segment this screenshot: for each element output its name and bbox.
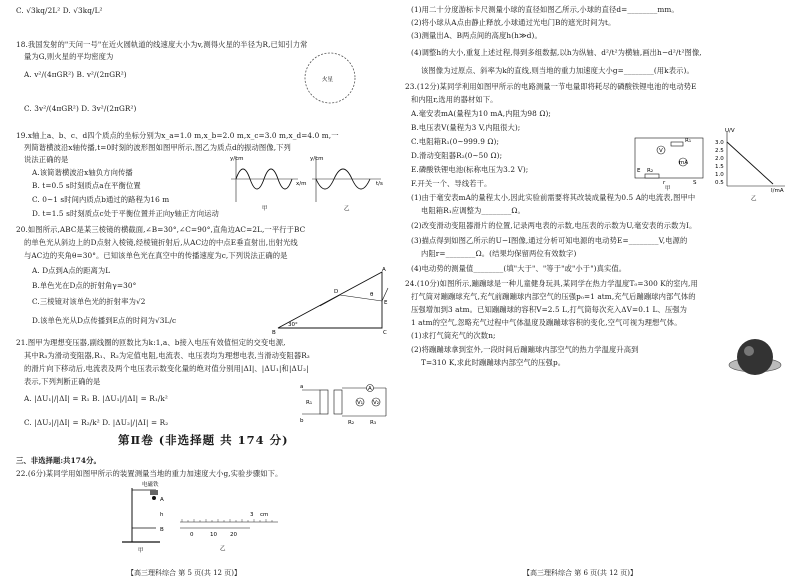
q20-option-a: A. D点到A点的距离为L bbox=[32, 266, 111, 275]
q23-item-d: D.滑动变阻器R₂(0~50 Ω); bbox=[411, 151, 503, 160]
prism-figure bbox=[270, 266, 390, 336]
right-page bbox=[397, 0, 794, 583]
prism-label-d: D bbox=[334, 289, 339, 295]
ball-figure bbox=[727, 335, 783, 385]
q23-item-c: C.电阻箱R₁(0~999.9 Ω); bbox=[411, 137, 500, 146]
q19-stem-1: 19.x轴上a、b、c、d四个质点的坐标分别为x_a=1.0 m,x_b=2.0 m,x_c=3.0 m,x_d=4.0 m,一 bbox=[16, 131, 339, 140]
q19-option-b: B. t=0.5 s时刻质点a在平衡位置 bbox=[32, 181, 141, 190]
graph-tick-0-5: 0.5 bbox=[715, 180, 724, 186]
left-footer: 【高三理科综合 第 5 页(共 12 页)】 bbox=[127, 569, 241, 577]
apparatus-label-jia: 甲 bbox=[138, 548, 144, 554]
graph-tick-1: 1.0 bbox=[715, 172, 724, 178]
q18-options-cd: C. 3v²/(4πGR²) D. 3v²/(2πGR²) bbox=[24, 104, 137, 113]
q22-step-3: (3)测量出A、B两点间的高度h(h≫d)。 bbox=[411, 31, 542, 40]
transformer-figure bbox=[300, 378, 390, 428]
graph-tick-1-5: 1.5 bbox=[715, 164, 724, 170]
q23-part-3: (3)描点得到如图乙所示的U−I图像,通过分析可知电源的电动势E=________V,电源的 bbox=[411, 236, 688, 245]
circuit-label-e: E bbox=[637, 168, 641, 174]
ui-graph bbox=[715, 126, 787, 200]
graph-axis-i: I/mA bbox=[771, 188, 784, 194]
svg-text:t/s: t/s bbox=[376, 181, 383, 187]
q23-part-1: (1)由于毫安表mA的量程太小,因此实验前需要将其改装成量程为0.5 A的电流表,图甲中 bbox=[411, 193, 696, 202]
transformer-label-v2: V₂ bbox=[373, 400, 379, 406]
graph-tick-2-5: 2.5 bbox=[715, 148, 724, 154]
q23-stem-1: 23.(12分)某同学利用如图甲所示的电路测量一节电量即将耗尽的磷酸铁锂电池的电动势E bbox=[405, 82, 697, 91]
q24-stem-2: 打气筒对蹦蹦球充气,充气前蹦蹦球内部空气的压强p₀=1 atm,充气后蹦蹦球内部气体的 bbox=[411, 292, 696, 301]
q24-stem-3: 压强增加到3 atm。已知蹦蹦球的容积V=2.5 L,打气筒每次充入ΔV=0.1 L、压强为 bbox=[411, 305, 688, 314]
graph-tick-2: 2.0 bbox=[715, 156, 724, 162]
caliper-label-10: 10 bbox=[210, 532, 217, 538]
q23-item-b: B.电压表V(量程为3 V,内阻很大); bbox=[411, 123, 521, 132]
q18-stem-2: 量为G,则火星的平均密度为 bbox=[24, 52, 114, 61]
q21-stem-2: 其中R₃为滑动变阻器,R₁、R₂为定值电阻,电流表、电压表均为理想电表,当滑动变阻器R₃ bbox=[24, 351, 310, 360]
q24-stem-1: 24.(10分)如图所示,蹦蹦球是一种儿童健身玩具,某同学在热力学温度T₀=300 K的室内,用 bbox=[405, 279, 698, 288]
apparatus-label-magnet: 电磁铁 bbox=[142, 482, 159, 488]
q24-part-2b: T=310 K,求此时蹦蹦球内部空气的压强p。 bbox=[421, 358, 566, 367]
prism-label-c: C bbox=[383, 330, 387, 336]
circuit-label-s: S bbox=[693, 180, 697, 186]
caliper-label-3: 3 bbox=[250, 512, 254, 518]
q22-step-4b: 该图像为过原点、斜率为k的直线,则当地的重力加速度大小g=________(用k表示)。 bbox=[421, 66, 694, 75]
q24-part-1: (1)求打气筒充气的次数n; bbox=[411, 331, 496, 340]
wave-yi bbox=[310, 156, 383, 212]
q23-stem-2: 和内阻r,选用的器材如下。 bbox=[411, 95, 498, 104]
wave-jia-label: 甲 bbox=[262, 206, 268, 212]
wave-figures bbox=[226, 154, 386, 212]
circuit-label-r2: R₂ bbox=[647, 168, 654, 174]
circuit-label-ma: mA bbox=[679, 160, 689, 166]
q23-item-e: E.磷酸铁锂电池(标称电压为3.2 V); bbox=[411, 165, 529, 174]
q19-option-c: C. 0~1 s时间内质点b通过的路程为16 m bbox=[32, 195, 170, 204]
caliper-label-cm: cm bbox=[260, 512, 269, 518]
prism-label-e: E bbox=[384, 300, 388, 306]
mars-figure bbox=[300, 48, 360, 108]
apparatus-label-b: B bbox=[160, 527, 164, 533]
transformer-label-r2: R₂ bbox=[348, 420, 355, 426]
prism-label-a: A bbox=[382, 267, 386, 273]
transformer-label-b: b bbox=[300, 418, 304, 424]
q23-part-2: (2)改变滑动变阻器滑片的位置,记录两电表的示数,电压表的示数为U,毫安表的示数为I。 bbox=[411, 221, 697, 230]
q21-options-ab: A. |ΔU₁|/|ΔI| = R₁ B. |ΔU₁|/|ΔI| = R₁/k² bbox=[24, 394, 168, 403]
mars-label: 火星 bbox=[322, 77, 334, 83]
circuit-label-r1: R₁ bbox=[685, 138, 692, 144]
section-title: 第Ⅱ卷 (非选择题 共 174 分) bbox=[118, 433, 289, 447]
q19-stem-3: 说法正确的是 bbox=[24, 155, 69, 164]
caliper-label-0: 0 bbox=[190, 532, 194, 538]
transformer-label-a: a bbox=[300, 384, 304, 390]
q22-stem: 22.(6分)某同学用如图甲所示的装置测量当地的重力加速度大小g,实验步骤如下。 bbox=[16, 469, 283, 478]
graph-label-yi: 乙 bbox=[751, 196, 757, 202]
q21-stem-1: 21.图甲为理想变压器,副线圈的匝数比为k:1,a、b接入电压有效值恒定的交变电源, bbox=[16, 338, 286, 347]
circuit-label-jia: 甲 bbox=[665, 186, 671, 192]
prism-label-b: B bbox=[272, 330, 276, 336]
circuit-label-r: r bbox=[663, 180, 666, 186]
caliper-label-20: 20 bbox=[230, 532, 237, 538]
prism-label-angle: 30° bbox=[288, 322, 298, 328]
apparatus-label-a: A bbox=[160, 497, 164, 503]
q24-part-2: (2)将蹦蹦球拿到室外,一段时间后蹦蹦球内部空气的热力学温度升高到 bbox=[411, 345, 639, 354]
svg-text:y/cm: y/cm bbox=[310, 156, 324, 162]
q19-option-a: A.该简谐横波沿x轴负方向传播 bbox=[32, 168, 133, 177]
transformer-label-v1: V₁ bbox=[357, 400, 363, 406]
q21-stem-3: 的滑片向下移动后,电流表及两个电压表示数变化量的绝对值分别用|ΔI|、|ΔU₁|和|ΔU₂| bbox=[24, 364, 309, 373]
q20-option-c: C.三棱镜对该单色光的折射率为√2 bbox=[32, 297, 146, 306]
q22-step-2: (2)将小球从A点由静止释放,小球通过光电门B的遮光时间为t。 bbox=[411, 18, 616, 27]
q20-stem-2: 的单色光从斜边上的D点射入棱镜,经棱镜折射后,从AC边的中点E垂直射出,出射光线 bbox=[24, 238, 298, 247]
right-footer: 【高三理科综合 第 6 页(共 12 页)】 bbox=[523, 569, 637, 577]
q20-option-b: B.单色光在D点的折射角γ=30° bbox=[32, 281, 137, 290]
svg-text:y/cm: y/cm bbox=[230, 156, 244, 162]
section-three-heading: 三、非选择题:共174分。 bbox=[16, 456, 101, 465]
graph-axis-u: U/V bbox=[725, 128, 735, 134]
q23-part-1b: 电阻箱R₁应调整为________Ω。 bbox=[421, 206, 525, 215]
prism-label-theta: θ bbox=[370, 292, 374, 298]
q22-step-1: (1)用二十分度游标卡尺测量小球的直径如图乙所示,小球的直径d=________mm。 bbox=[411, 5, 679, 14]
q22-step-4: (4)调整h的大小,重复上述过程,得到多组数据,以h为纵轴、d²/t²为横轴,画出h−d²/t²图像, bbox=[411, 48, 702, 57]
transformer-label-r1: R₁ bbox=[306, 400, 313, 406]
svg-text:x/m: x/m bbox=[296, 181, 307, 187]
q23-item-f: F.开关一个、导线若干。 bbox=[411, 179, 492, 188]
apparatus-figure bbox=[120, 480, 280, 555]
q23-item-a: A.毫安表mA(量程为10 mA,内阻为98 Ω); bbox=[411, 109, 551, 118]
q20-stem-3: 与AC边的夹角θ=30°。已知该单色光在真空中的传播速度为c,下列说法正确的是 bbox=[24, 251, 288, 260]
apparatus-label-h: h bbox=[160, 512, 164, 518]
circuit-figure bbox=[631, 134, 711, 190]
caliper-label-yi: 乙 bbox=[220, 546, 226, 552]
q18-options-ab: A. v²/(4πGR²) B. v²/(2πGR²) bbox=[24, 70, 127, 79]
graph-tick-3: 3.0 bbox=[715, 140, 724, 146]
q19-option-d: D. t=1.5 s时刻质点c处于平衡位置并正向y轴正方向运动 bbox=[32, 209, 219, 218]
q24-stem-4: 1 atm的空气,忽略充气过程中气体温度及蹦蹦球容积的变化,空气可视为理想气体。 bbox=[411, 318, 682, 327]
circuit-label-v: V bbox=[659, 148, 663, 154]
q18-stem-1: 18.我国发射的"天问一号"在近火圆轨道的线速度大小为v,测得火星的半径为R,已知引力常 bbox=[16, 40, 308, 49]
q21-options-cd: C. |ΔU₂|/|ΔI| = R₂/k² D. |ΔU₂|/|ΔI| = R₂ bbox=[24, 418, 169, 427]
wave-jia bbox=[230, 156, 306, 212]
q17-options-cd: C. √3kq/2L² D. √3kq/L² bbox=[16, 6, 103, 15]
q20-option-d: D.该单色光从D点传播到E点的时间为√3L/c bbox=[32, 316, 177, 325]
q20-stem-1: 20.如图所示,ABC是某三棱镜的横截面,∠B=30°,∠C=90°,直角边AC=2L,一平行于BC bbox=[16, 225, 306, 234]
wave-yi-label: 乙 bbox=[344, 206, 350, 212]
q19-stem-2: 列简谐横波沿x轴传播,t=0时刻的波形图如图甲所示,图乙为质点d的振动图像,下列 bbox=[24, 143, 291, 152]
transformer-label-ammeter: A bbox=[368, 386, 372, 392]
q23-part-4: (4)电动势的测量值________(填"大于"、"等于"或"小于")真实值。 bbox=[411, 264, 627, 273]
q23-part-3b: 内阻r=________Ω。(结果均保留两位有效数字) bbox=[421, 249, 577, 258]
q21-stem-4: 表示,下列判断正确的是 bbox=[24, 377, 101, 386]
transformer-label-r3: R₃ bbox=[370, 420, 377, 426]
